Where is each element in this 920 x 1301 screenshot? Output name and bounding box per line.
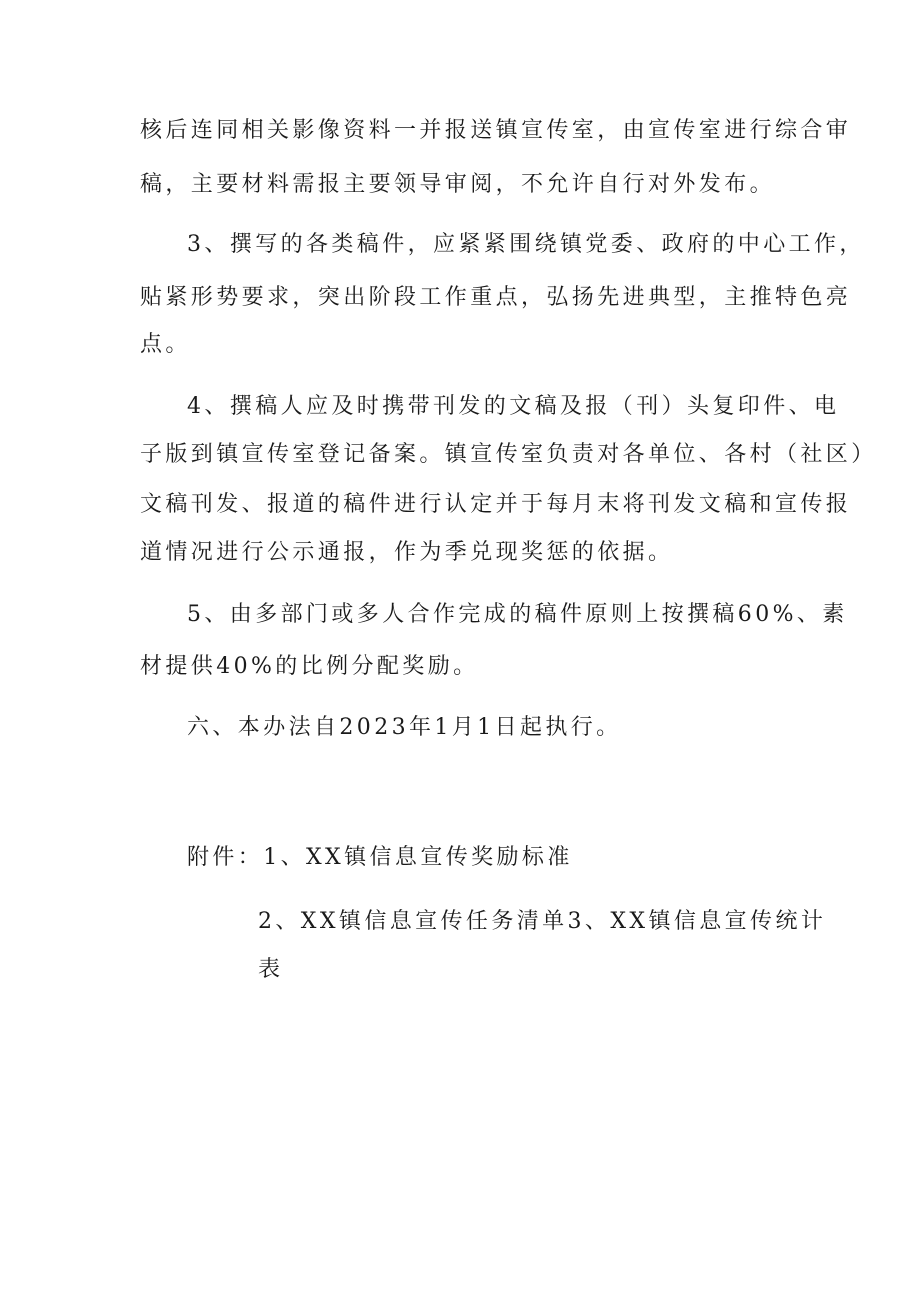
attachment-line: 附件：1、XX镇信息宣传奖励标准 xyxy=(187,845,573,870)
paragraph-line: 材提供40%的比例分配奖励。 xyxy=(140,654,479,679)
paragraph-line: 道情况进行公示通报，作为季兑现奖惩的依据。 xyxy=(140,540,674,565)
paragraph-line: 4、撰稿人应及时携带刊发的文稿及报（刊）头复印件、电 xyxy=(187,394,840,419)
paragraph-line: 文稿刊发、报道的稿件进行认定并于每月末将刊发文稿和宣传报 xyxy=(140,492,852,517)
paragraph-line: 5、由多部门或多人合作完成的稿件原则上按撰稿60%、素 xyxy=(187,602,848,627)
attachment-line: 表 xyxy=(258,957,284,982)
paragraph-line: 六、本办法自2023年1月1日起执行。 xyxy=(187,715,622,740)
paragraph-line: 子版到镇宣传室登记备案。镇宣传室负责对各单位、各村（社区） xyxy=(140,442,877,467)
paragraph-line: 贴紧形势要求，突出阶段工作重点，弘扬先进典型，主推特色亮 xyxy=(140,285,852,310)
paragraph-line: 点。 xyxy=(140,332,191,357)
paragraph-line: 3、撰写的各类稿件，应紧紧围绕镇党委、政府的中心工作， xyxy=(187,232,865,257)
attachment-line: 2、XX镇信息宣传任务清单3、XX镇信息宣传统计 xyxy=(258,909,827,934)
paragraph-line: 稿，主要材料需报主要领导审阅，不允许自行对外发布。 xyxy=(140,172,776,197)
paragraph-line: 核后连同相关影像资料一并报送镇宣传室，由宣传室进行综合审 xyxy=(140,118,852,143)
